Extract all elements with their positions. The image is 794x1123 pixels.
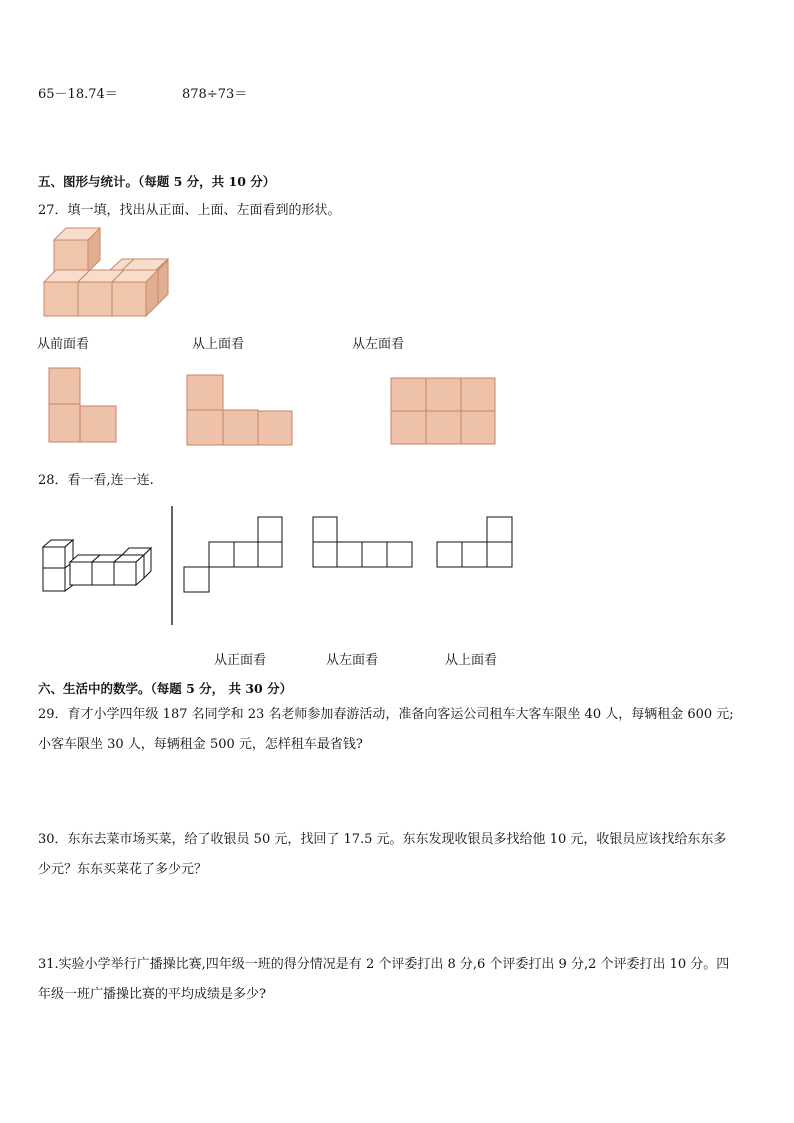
q27-label-front: 从前面看	[37, 337, 90, 352]
section5-heading: 五、图形与统计。（每题 5 分，共 10 分）	[38, 174, 276, 189]
q27-text: 27．填一填，找出从正面、上面、左面看到的形状。	[38, 203, 341, 218]
calc-right: 878÷73＝	[182, 87, 248, 102]
q27-label-top: 从上面看	[192, 337, 245, 352]
q30-line2: 少元？东东买菜花了多少元？	[38, 862, 208, 877]
q31-line1: 31.实验小学举行广播操比赛,四年级一班的得分情况是有 2 个评委打出 8 分,6 个评委打出 9 分,2 个评委打出 10 分。四	[38, 957, 730, 972]
q28-grid-1	[184, 517, 282, 592]
q29-line2: 小客车限坐 30 人，每辆租金 500 元，怎样租车最省钱?	[38, 737, 363, 752]
q28-text: 28．看一看,连一连.	[38, 473, 154, 488]
q29-line1: 29．育才小学四年级 187 名同学和 23 名老师参加春游活动，准备向客运公司租车大客车限坐 40 人，每辆租金 600 元;	[38, 707, 734, 722]
q28-cube-stack	[43, 540, 151, 591]
q28-label-front: 从正面看	[214, 653, 267, 668]
q31-text	[38, 950, 758, 1010]
q30-line1: 30．东东去菜市场买菜，给了收银员 50 元，找回了 17.5 元。东东发现收银员多找给他 10 元，收银员应该找给东东多	[38, 832, 727, 847]
q28-grid-3	[437, 517, 512, 567]
q29-text	[38, 700, 758, 760]
q27-label-left: 从左面看	[352, 337, 405, 352]
calc-left: 65－18.74＝	[38, 87, 118, 102]
q31-line2: 年级一班广播操比赛的平均成绩是多少?	[38, 987, 266, 1002]
q28-label-left: 从左面看	[326, 653, 379, 668]
section6-heading: 六、生活中的数学。（每题 5 分， 共 30 分）	[38, 681, 293, 696]
q28-grid-2	[313, 517, 412, 567]
q30-text	[38, 825, 758, 885]
q28-label-top: 从上面看	[445, 653, 498, 668]
